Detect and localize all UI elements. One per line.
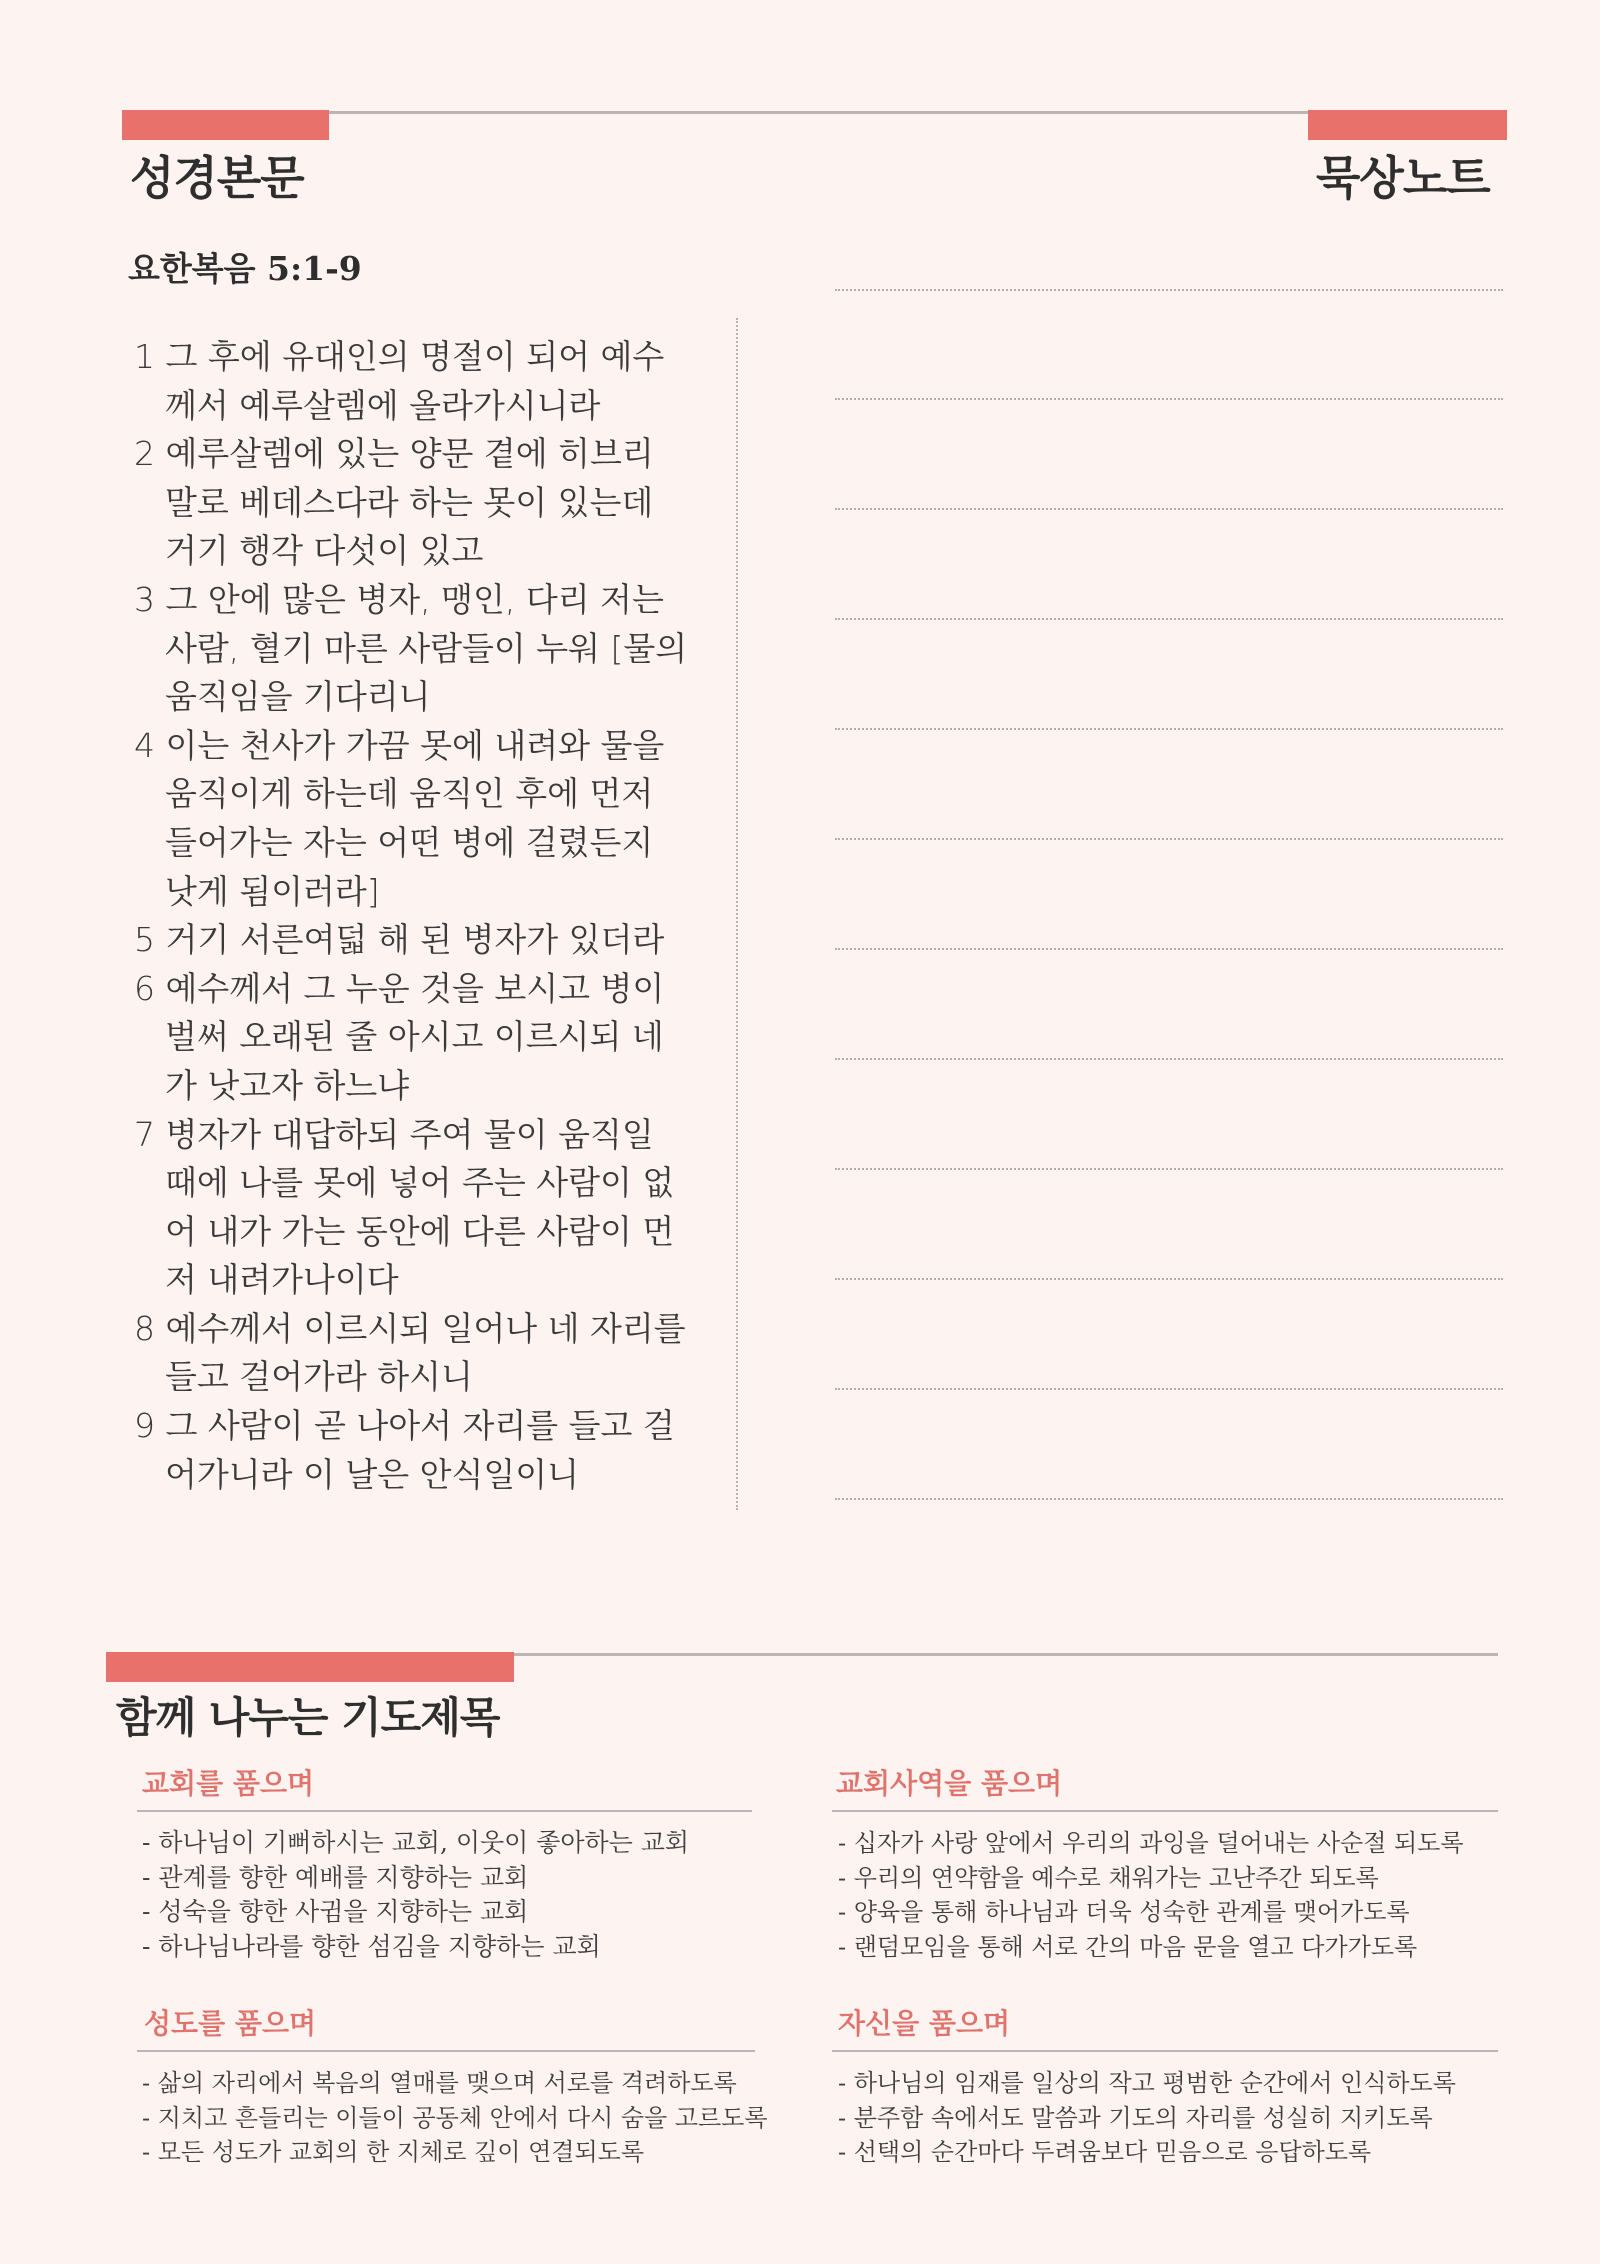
- note-line[interactable]: [835, 1498, 1503, 1500]
- prayer-item: - 삶의 자리에서 복음의 열매를 맺으며 서로를 격려하도록: [142, 2069, 737, 2097]
- note-line[interactable]: [835, 838, 1503, 840]
- bible-heading: 성경본문: [130, 151, 304, 205]
- prayer-item: - 하나님나라를 향한 섬김을 지향하는 교회: [142, 1931, 601, 1961]
- prayer-group-rule: [832, 1810, 1498, 1812]
- verse-5: 5 거기 서른여덟 해 된 병자가 있더라: [134, 920, 665, 960]
- prayer-item: - 관계를 향한 예배를 지향하는 교회: [142, 1862, 529, 1892]
- top-rule: [122, 111, 1505, 114]
- prayer-item: - 선택의 순간마다 두려움보다 믿음으로 응답하도록: [838, 2138, 1372, 2166]
- verse-list: [134, 333, 694, 1499]
- column-divider: [736, 318, 738, 1510]
- prayer-group-title-members: 성도를 품으며: [144, 2007, 317, 2040]
- verse-3: 3 그 안에 많은 병자, 맹인, 다리 저는 사람, 혈기 마른 사람들이 누워 [물의 움직임을 기다리니: [134, 579, 688, 717]
- verse-9: 9 그 사람이 곧 나아서 자리를 들고 걸어가니라 이 날은 안식일이니: [134, 1406, 675, 1494]
- verse-1: 1 그 후에 유대인의 명절이 되어 예수께서 예루살렘에 올라가시니라: [134, 337, 665, 425]
- prayer-item: - 양육을 통해 하나님과 더욱 성숙한 관계를 맺어가도록: [838, 1898, 1410, 1926]
- prayer-group-rule: [137, 2050, 755, 2052]
- verse-8: 8 예수께서 이르시되 일어나 네 자리를 들고 걸어가라 하시니: [134, 1308, 686, 1397]
- notes-heading: 묵상노트: [1316, 151, 1490, 205]
- note-line[interactable]: [835, 1168, 1503, 1170]
- prayer-list-members: [142, 2066, 768, 2170]
- prayer-heading: 함께 나누는 기도제목: [116, 1693, 500, 1742]
- prayer-item: - 분주함 속에서도 말씀과 기도의 자리를 성실히 지키도록: [838, 2103, 1433, 2132]
- prayer-list-ministry: [838, 1826, 1464, 1964]
- notes-accent-bar: [1308, 110, 1507, 140]
- note-line[interactable]: [835, 508, 1503, 510]
- note-line[interactable]: [835, 1058, 1503, 1060]
- prayer-group-title-ministry: 교회사역을 품으며: [836, 1767, 1063, 1800]
- prayer-item: - 십자가 사랑 앞에서 우리의 과잉을 덜어내는 사순절 되도록: [838, 1829, 1464, 1857]
- verse-4: 4 이는 천사가 가끔 못에 내려와 물을 움직이게 하는데 움직인 후에 먼저 들어가는 자는 어떤 병에 걸렸든지 낫게 됨이러라]: [134, 725, 665, 911]
- prayer-item: - 랜덤모임을 통해 서로 간의 마음 문을 열고 다가가도록: [838, 1932, 1418, 1961]
- note-line[interactable]: [835, 728, 1503, 730]
- bible-accent-bar: [122, 110, 329, 140]
- note-line[interactable]: [835, 289, 1503, 291]
- prayer-item: - 하나님이 기뻐하시는 교회, 이웃이 좋아하는 교회: [142, 1828, 690, 1857]
- prayer-item: - 하나님의 임재를 일상의 작고 평범한 순간에서 인식하도록: [838, 2069, 1456, 2097]
- prayer-item: - 성숙을 향한 사귐을 지향하는 교회: [142, 1897, 529, 1926]
- prayer-group-rule: [137, 1810, 752, 1812]
- prayer-group-rule: [832, 2050, 1498, 2052]
- verse-2: 2 예루살렘에 있는 양문 곁에 히브리 말로 베데스다라 하는 못이 있는데 거기 행각 다섯이 있고: [134, 434, 654, 571]
- prayer-list-self: [838, 2066, 1456, 2170]
- note-line[interactable]: [835, 618, 1503, 620]
- scripture-reference: 요한복음 5:1-9: [128, 249, 362, 288]
- note-line[interactable]: [835, 398, 1503, 400]
- prayer-accent-bar: [106, 1652, 514, 1682]
- note-line[interactable]: [835, 1388, 1503, 1390]
- note-line[interactable]: [835, 1278, 1503, 1280]
- prayer-list-church: [142, 1826, 689, 1964]
- prayer-item: - 지치고 흔들리는 이들이 공동체 안에서 다시 숨을 고르도록: [142, 2103, 768, 2132]
- verse-6: 6 예수께서 그 누운 것을 보시고 병이 벌써 오래된 줄 아시고 이르시되 네가 낫고자 하느냐: [134, 968, 665, 1105]
- verse-7: 7 병자가 대답하되 주여 물이 움직일 때에 나를 못에 넣어 주는 사람이 없어 내가 가는 동안에 다른 사람이 먼저 내려가나이다: [134, 1114, 675, 1300]
- note-line[interactable]: [835, 948, 1503, 950]
- prayer-item: - 모든 성도가 교회의 한 지체로 깊이 연결되도록: [142, 2138, 645, 2166]
- prayer-group-title-self: 자신을 품으며: [838, 2007, 1011, 2040]
- prayer-group-title-church: 교회를 품으며: [142, 1767, 315, 1800]
- prayer-item: - 우리의 연약함을 예수로 채워가는 고난주간 되도록: [838, 1863, 1379, 1892]
